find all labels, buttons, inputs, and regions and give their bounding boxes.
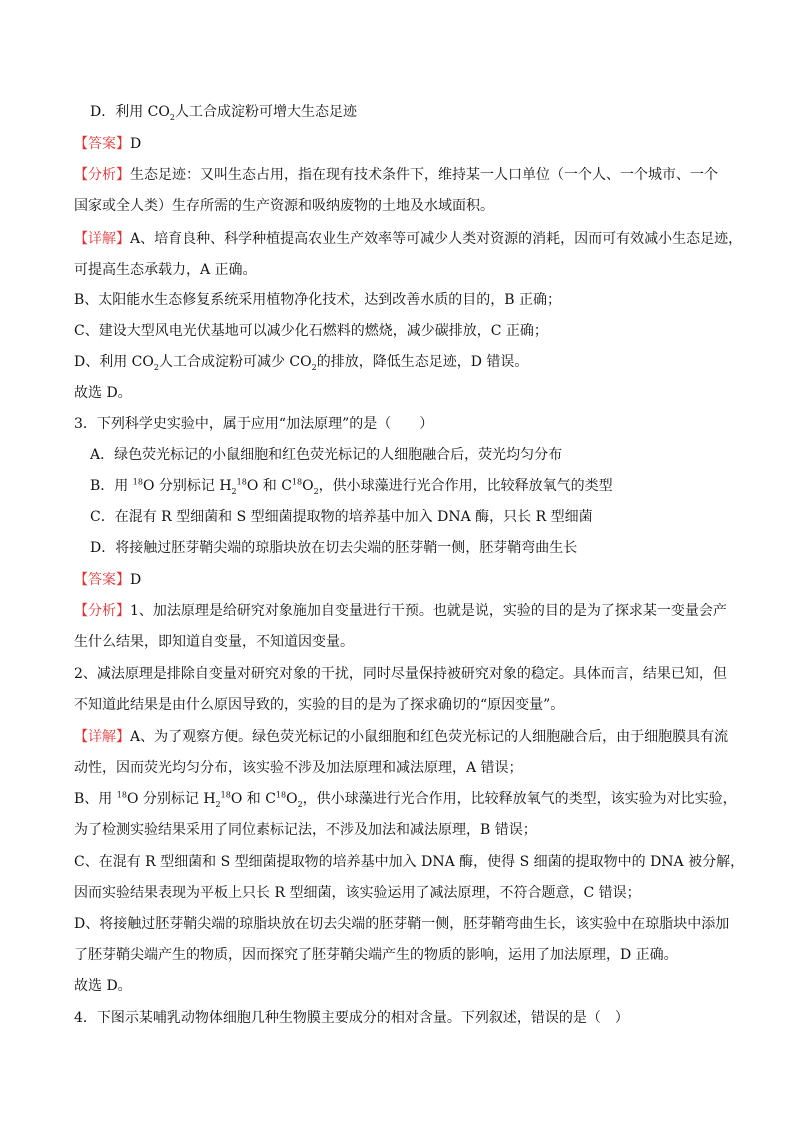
answer-tag: 【答案】 — [74, 136, 130, 152]
detail-tag: 【详解】 — [74, 729, 130, 745]
q3-detail-line3: B、用 $^{18}$O 分别标记 $H_2^{18}O$ 和 $C^{18}O_2$，供小球藻进行光合作用，比较释放氧气的类型，该实验为对比实验， — [74, 790, 737, 809]
answer-tag: 【答案】 — [74, 572, 130, 588]
q3-analysis-line2: 生什么结果，即知道自变量，不知道因变量。 — [74, 634, 354, 650]
q2-detail-line2: 可提高生态承载力，A 正确。 — [74, 262, 257, 278]
q3-detail-line4: 为了检测实验结果采用了同位素标记法，不涉及加法和减法原理，B 错误； — [74, 822, 537, 838]
q3-detail-line8: 了胚芽鞘尖端产生的物质，因而探究了胚芽鞘尖端产生的物质的影响，运用了加法原理，D 正确。 — [74, 947, 678, 963]
q2-analysis-line1: 【分析】生态足迹：又叫生态占用，指在现有技术条件下，维持某一人口单位（一个人、一个城市、一个 — [74, 167, 718, 183]
q3-analysis-line1: 【分析】1、加法原理是给研究对象施加自变量进行干预。也就是说，实验的目的是为了探求某一变量会产 — [74, 603, 727, 619]
q2-detail-line1: 【详解】A、培育良种、科学种植提高农业生产效率等可减少人类对资源的消耗，因而可有效减小生态足迹， — [74, 231, 743, 247]
q2-option-d: D．利用 $CO_2$人工合成淀粉可增大生态足迹 — [90, 104, 357, 122]
q2-detail-line5: D、利用 $CO_2$人工合成淀粉可减少 $CO_2$的排放，降低生态足迹，D 错误。 — [74, 354, 529, 372]
q3-stem: 3．下列科学史实验中，属于应用“加法原理”的是（ ） — [74, 416, 434, 432]
q2-detail-line3: B、太阳能水生态修复系统采用植物净化技术，达到改善水质的目的，B 正确； — [74, 292, 562, 308]
analysis-tag: 【分析】 — [74, 603, 130, 619]
q3-detail-line7: D、将接触过胚芽鞘尖端的琼脂块放在切去尖端的胚芽鞘一侧，胚芽鞘弯曲生长，该实验中在琼脂块中添加 — [74, 916, 730, 932]
q3-conclusion: 故选 D。 — [74, 978, 132, 994]
q2-detail-line4: C、建设大型风电光伏基地可以减少化石燃料的燃烧，减少碳排放，C 正确； — [74, 323, 548, 339]
q2-conclusion: 故选 D。 — [74, 385, 132, 401]
q3-analysis-line4: 不知道此结果是由什么原因导致的，实验的目的是为了探求确切的“原因变量”。 — [74, 697, 565, 713]
q3-option-c: C．在混有 R 型细菌和 S 型细菌提取物的培养基中加入 DNA 酶，只长 R 型细菌 — [90, 509, 593, 525]
q3-detail-line6: 因而实验结果表现为平板上只长 R 型细菌，该实验运用了减法原理，不符合题意，C 错误； — [74, 885, 641, 901]
q3-option-b: B．用 $^{18}$O 分别标记 $H_2^{18}O$ 和 $C^{18}O_2$，供小球藻进行光合作用，比较释放氧气的类型 — [90, 477, 613, 496]
q3-option-d: D．将接触过胚芽鞘尖端的琼脂块放在切去尖端的胚芽鞘一侧，胚芽鞘弯曲生长 — [90, 540, 578, 556]
q2-answer: 【答案】D — [74, 136, 142, 152]
q3-detail-line2: 动性，因而荧光均匀分布，该实验不涉及加法原理和减法原理，A 错误； — [74, 760, 523, 776]
q3-option-a: A．绿色荧光标记的小鼠细胞和红色荧光标记的人细胞融合后，荧光均匀分布 — [90, 447, 563, 463]
detail-tag: 【详解】 — [74, 231, 130, 247]
q3-analysis-line3: 2、减法原理是排除自变量对研究对象的干扰，同时尽量保持被研究对象的稳定。具体而言，结果已知，但 — [74, 666, 727, 682]
q3-answer: 【答案】D — [74, 572, 142, 588]
q4-stem: 4．下图示某哺乳动物体细胞几种生物膜主要成分的相对含量。下列叙述，错误的是（ ） — [74, 1010, 629, 1026]
q2-analysis-line2: 国家或全人类）生存所需的生产资源和吸纳废物的土地及水域面积。 — [74, 198, 494, 214]
q3-detail-line1: 【详解】A、为了观察方便。绿色荧光标记的小鼠细胞和红色荧光标记的人细胞融合后，由于细胞膜具有流 — [74, 729, 729, 745]
q3-detail-line5: C、在混有 R 型细菌和 S 型细菌提取物的培养基中加入 DNA 酶，使得 S 细菌的提取物中的 DNA 被分解， — [74, 854, 745, 870]
analysis-tag: 【分析】 — [74, 167, 130, 183]
